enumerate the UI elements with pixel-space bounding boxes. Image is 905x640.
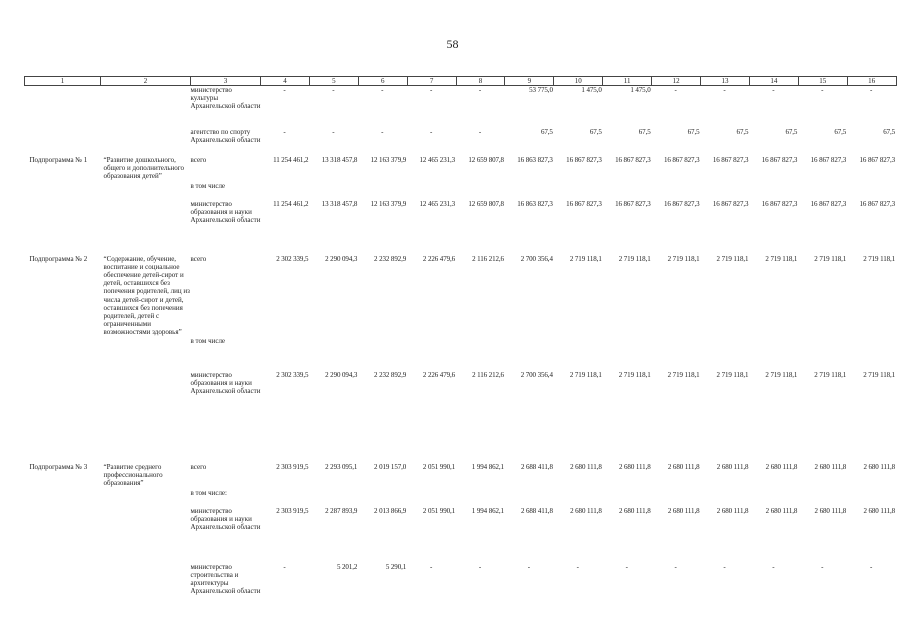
value-cell: 16 867 827,3 (566, 199, 602, 208)
executor-cell: министерство культуры Архангельской области (190, 86, 261, 111)
value-cell: 16 867 827,3 (761, 199, 798, 208)
value-cell (798, 182, 847, 200)
executor-cell: всего (190, 155, 207, 164)
value-cell: 67,5 (540, 127, 553, 136)
value-cell: - (821, 562, 824, 571)
value-cell: 67,5 (687, 127, 700, 136)
value-cell: 2 680 111,8 (570, 462, 602, 471)
value-cell: 67,5 (736, 127, 749, 136)
value-cell (798, 489, 847, 507)
value-cell: 2 680 111,8 (618, 506, 651, 515)
executor-cell: министерство образования и науки Архангельской области (190, 199, 261, 224)
value-cell: 2 719 118,1 (667, 370, 700, 379)
value-cell: 2 051 990,1 (422, 462, 456, 471)
subprogram-cell (25, 337, 101, 371)
value-cell: 16 867 827,3 (663, 199, 700, 208)
value-cell: - (478, 86, 482, 94)
value-cell: - (478, 127, 482, 136)
value-cell: 2 680 111,8 (814, 506, 847, 515)
value-cell: - (674, 86, 677, 94)
subprogram-cell (25, 371, 101, 463)
value-cell: 1 994 862,1 (471, 462, 504, 471)
value-cell: 2 680 111,8 (618, 462, 651, 471)
column-header-16: 16 (847, 77, 896, 86)
executor-cell: в том числе (190, 181, 226, 190)
value-cell: 2 719 118,1 (618, 370, 651, 379)
value-cell: - (332, 127, 335, 136)
subprogram-name-cell (101, 182, 191, 200)
column-header-11: 11 (603, 77, 652, 86)
column-header-9: 9 (505, 77, 554, 86)
value-cell (505, 337, 554, 371)
value-cell: - (723, 562, 726, 571)
value-cell: 2 302 339,5 (276, 370, 309, 379)
value-cell (798, 337, 847, 371)
subprogram-cell (25, 128, 101, 156)
value-cell: 2 680 111,8 (863, 462, 896, 471)
value-cell: 11 254 461,2 (273, 199, 309, 208)
value-cell: 2 719 118,1 (667, 254, 700, 263)
value-cell: - (478, 562, 482, 571)
value-cell: 16 867 827,3 (810, 199, 847, 208)
table-row (25, 86, 897, 128)
value-cell: 2 680 111,8 (765, 506, 798, 515)
subprogram-name-cell (101, 563, 191, 613)
subprogram-cell (25, 507, 101, 563)
value-cell (603, 182, 652, 200)
value-cell: 2 680 111,8 (667, 506, 700, 515)
value-cell: 53 775,0 (529, 86, 553, 94)
value-cell: 2 051 990,1 (422, 506, 456, 515)
column-header-1: 1 (25, 77, 101, 86)
value-cell: 12 163 379,9 (370, 155, 407, 164)
subprogram-name-cell (101, 86, 191, 128)
value-cell (652, 337, 701, 371)
value-cell: 2 719 118,1 (765, 370, 798, 379)
column-header-5: 5 (309, 77, 358, 86)
value-cell: 2 680 111,8 (863, 506, 896, 515)
subprogram-name-cell (101, 200, 191, 255)
value-cell: 2 116 212,6 (472, 370, 504, 379)
subprogram-cell: Подпрограмма № 2 (29, 254, 88, 263)
value-cell (309, 337, 358, 371)
value-cell: 2 013 866,9 (374, 506, 407, 515)
value-cell: 16 867 827,3 (859, 199, 896, 208)
value-cell: 2 719 118,1 (863, 370, 896, 379)
table-row (25, 463, 897, 489)
column-header-14: 14 (749, 77, 798, 86)
value-cell: 12 659 807,8 (468, 199, 504, 208)
executor-cell: агентство по спорту Архангельской области (190, 127, 261, 144)
value-cell: 67,5 (589, 127, 602, 136)
value-cell: 2 680 111,8 (716, 462, 749, 471)
value-cell: - (430, 562, 433, 571)
value-cell (309, 182, 358, 200)
value-cell (261, 182, 310, 200)
value-cell: 2 680 111,8 (570, 506, 602, 515)
column-header-3: 3 (191, 77, 261, 86)
value-cell: - (527, 562, 531, 571)
value-cell: - (723, 86, 726, 94)
value-cell: 2 719 118,1 (569, 254, 602, 263)
value-cell (749, 489, 798, 507)
subprogram-cell: Подпрограмма № 3 (29, 462, 88, 471)
value-cell (407, 337, 456, 371)
value-cell: 2 719 118,1 (618, 254, 651, 263)
value-cell (261, 489, 310, 507)
value-cell: - (283, 562, 286, 571)
value-cell: 67,5 (883, 127, 896, 136)
value-cell: 13 318 457,8 (321, 155, 358, 164)
executor-cell: в том числе (190, 336, 226, 345)
value-cell (456, 489, 505, 507)
value-cell: 1 475,0 (581, 86, 602, 94)
value-cell: 16 867 827,3 (566, 155, 602, 164)
column-number-header (25, 77, 897, 86)
subprogram-cell (25, 182, 101, 200)
value-cell: 2 293 095,1 (325, 462, 358, 471)
value-cell (847, 337, 896, 371)
value-cell: 2 719 118,1 (716, 254, 749, 263)
value-cell: 16 867 827,3 (663, 155, 700, 164)
value-cell: - (625, 562, 628, 571)
subprogram-name-cell: “Развитие среднего профессионального образования” (103, 462, 163, 487)
value-cell: 2 116 212,6 (472, 254, 504, 263)
value-cell: 2 719 118,1 (569, 370, 602, 379)
value-cell: 1 994 862,1 (471, 506, 504, 515)
value-cell: 2 719 118,1 (765, 254, 798, 263)
value-cell (701, 337, 750, 371)
executor-cell: министерство образования и науки Архангельской области (190, 506, 261, 531)
value-cell (749, 182, 798, 200)
value-cell: 5 290,1 (385, 562, 407, 571)
value-cell: 16 867 827,3 (615, 155, 651, 164)
value-cell: 2 302 339,5 (276, 254, 309, 263)
value-cell (701, 489, 750, 507)
value-cell: 12 163 379,9 (370, 199, 407, 208)
value-cell (309, 489, 358, 507)
value-cell (847, 489, 896, 507)
executor-cell: министерство строительства и архитектуры Архангельской области (190, 562, 261, 596)
subprogram-cell: Подпрограмма № 1 (29, 155, 88, 164)
value-cell: 16 867 827,3 (712, 199, 749, 208)
value-cell: 2 680 111,8 (814, 462, 847, 471)
subprogram-name-cell (101, 371, 191, 463)
value-cell: - (870, 86, 873, 94)
value-cell: 2 688 411,8 (520, 462, 553, 471)
value-cell (456, 182, 505, 200)
value-cell (603, 337, 652, 371)
subprogram-name-cell (101, 507, 191, 563)
value-cell: 2 019 157,0 (374, 462, 407, 471)
column-header-8: 8 (456, 77, 505, 86)
value-cell (749, 337, 798, 371)
value-cell: 12 659 807,8 (468, 155, 504, 164)
value-cell: - (674, 562, 677, 571)
value-cell: 2 680 111,8 (716, 506, 749, 515)
value-cell (652, 489, 701, 507)
value-cell: - (283, 127, 286, 136)
value-cell: - (381, 127, 384, 136)
value-cell (847, 182, 896, 200)
value-cell: 16 867 827,3 (810, 155, 847, 164)
value-cell: 13 318 457,8 (321, 199, 358, 208)
value-cell: 67,5 (785, 127, 798, 136)
value-cell (603, 489, 652, 507)
value-cell: 16 863 827,3 (517, 155, 553, 164)
value-cell (652, 182, 701, 200)
value-cell: - (430, 86, 433, 94)
value-cell: - (821, 86, 824, 94)
value-cell: - (332, 86, 335, 94)
subprogram-cell (25, 489, 101, 507)
subprogram-name-cell (101, 128, 191, 156)
value-cell: 2 232 892,9 (374, 370, 407, 379)
column-header-10: 10 (554, 77, 603, 86)
value-cell: 2 290 094,3 (325, 254, 358, 263)
table-body (25, 86, 897, 613)
value-cell: 2 700 356,4 (520, 370, 553, 379)
budget-table (24, 76, 897, 613)
value-cell: 16 863 827,3 (517, 199, 553, 208)
executor-cell: министерство образования и науки Архангельской области (190, 370, 261, 395)
table-row (25, 200, 897, 255)
subprogram-name-cell: “Содержание, обучение, воспитание и социальное обеспечение детей-сирот и детей, оставшихся без попечения родителей, лиц из числа детей-сирот и детей, оставшихся без попечения родителей, детей с ограниченными возможностями здоровья” (103, 254, 190, 337)
executor-cell: в том числе: (190, 488, 227, 497)
value-cell: 2 232 892,9 (374, 254, 407, 263)
value-cell: - (772, 86, 775, 94)
value-cell: 2 290 094,3 (325, 370, 358, 379)
value-cell: 16 867 827,3 (712, 155, 749, 164)
value-cell (505, 489, 554, 507)
value-cell (701, 182, 750, 200)
value-cell (456, 337, 505, 371)
subprogram-name-cell (101, 337, 191, 371)
column-header-2: 2 (101, 77, 191, 86)
subprogram-cell (25, 563, 101, 613)
value-cell: 2 226 479,6 (422, 254, 456, 263)
value-cell: 2 719 118,1 (716, 370, 749, 379)
value-cell (554, 489, 603, 507)
value-cell (358, 489, 407, 507)
column-header-7: 7 (407, 77, 456, 86)
value-cell (554, 182, 603, 200)
table-row (25, 128, 897, 156)
value-cell: 2 719 118,1 (814, 254, 847, 263)
value-cell: 5 201,2 (336, 562, 358, 571)
value-cell: 2 688 411,8 (520, 506, 553, 515)
page-number: 58 (446, 37, 459, 51)
value-cell: 12 465 231,3 (419, 155, 456, 164)
executor-cell: всего (190, 462, 207, 471)
column-header-12: 12 (652, 77, 701, 86)
value-cell: 12 465 231,3 (419, 199, 456, 208)
value-cell: 2 287 893,9 (325, 506, 358, 515)
value-cell: - (283, 86, 286, 94)
value-cell (407, 489, 456, 507)
value-cell: 2 680 111,8 (765, 462, 798, 471)
value-cell: 2 303 919,5 (276, 506, 309, 515)
value-cell (407, 182, 456, 200)
column-header-6: 6 (358, 77, 407, 86)
column-header-4: 4 (261, 77, 310, 86)
value-cell: 67,5 (834, 127, 847, 136)
column-header-15: 15 (798, 77, 847, 86)
value-cell: 16 867 827,3 (615, 199, 651, 208)
subprogram-name-cell (101, 489, 191, 507)
value-cell: - (576, 562, 579, 571)
value-cell: 2 226 479,6 (422, 370, 456, 379)
subprogram-name-cell: “Развитие дошкольного, общего и дополнительного образования детей” (103, 155, 184, 180)
value-cell: 2 700 356,4 (520, 254, 553, 263)
value-cell: 11 254 461,2 (273, 155, 309, 164)
subprogram-cell (25, 86, 101, 128)
value-cell: 1 475,0 (630, 86, 651, 94)
value-cell: 2 719 118,1 (863, 254, 896, 263)
table-row (25, 371, 897, 463)
value-cell: 67,5 (638, 127, 651, 136)
column-header-13: 13 (701, 77, 750, 86)
table-row (25, 337, 897, 371)
value-cell (261, 337, 310, 371)
value-cell: 16 867 827,3 (761, 155, 798, 164)
value-cell (554, 337, 603, 371)
value-cell: - (772, 562, 775, 571)
table-row (25, 489, 897, 507)
value-cell (505, 182, 554, 200)
value-cell: 2 680 111,8 (667, 462, 700, 471)
table-row (25, 182, 897, 200)
value-cell: - (430, 127, 433, 136)
subprogram-cell (25, 200, 101, 255)
value-cell: - (870, 562, 873, 571)
table-row (25, 255, 897, 337)
value-cell: - (381, 86, 384, 94)
table-row (25, 563, 897, 613)
table-row (25, 507, 897, 563)
value-cell: 16 867 827,3 (859, 155, 896, 164)
value-cell (358, 337, 407, 371)
executor-cell: всего (190, 254, 207, 263)
value-cell (358, 182, 407, 200)
value-cell: 2 303 919,5 (276, 462, 309, 471)
table-row (25, 156, 897, 182)
value-cell: 2 719 118,1 (814, 370, 847, 379)
